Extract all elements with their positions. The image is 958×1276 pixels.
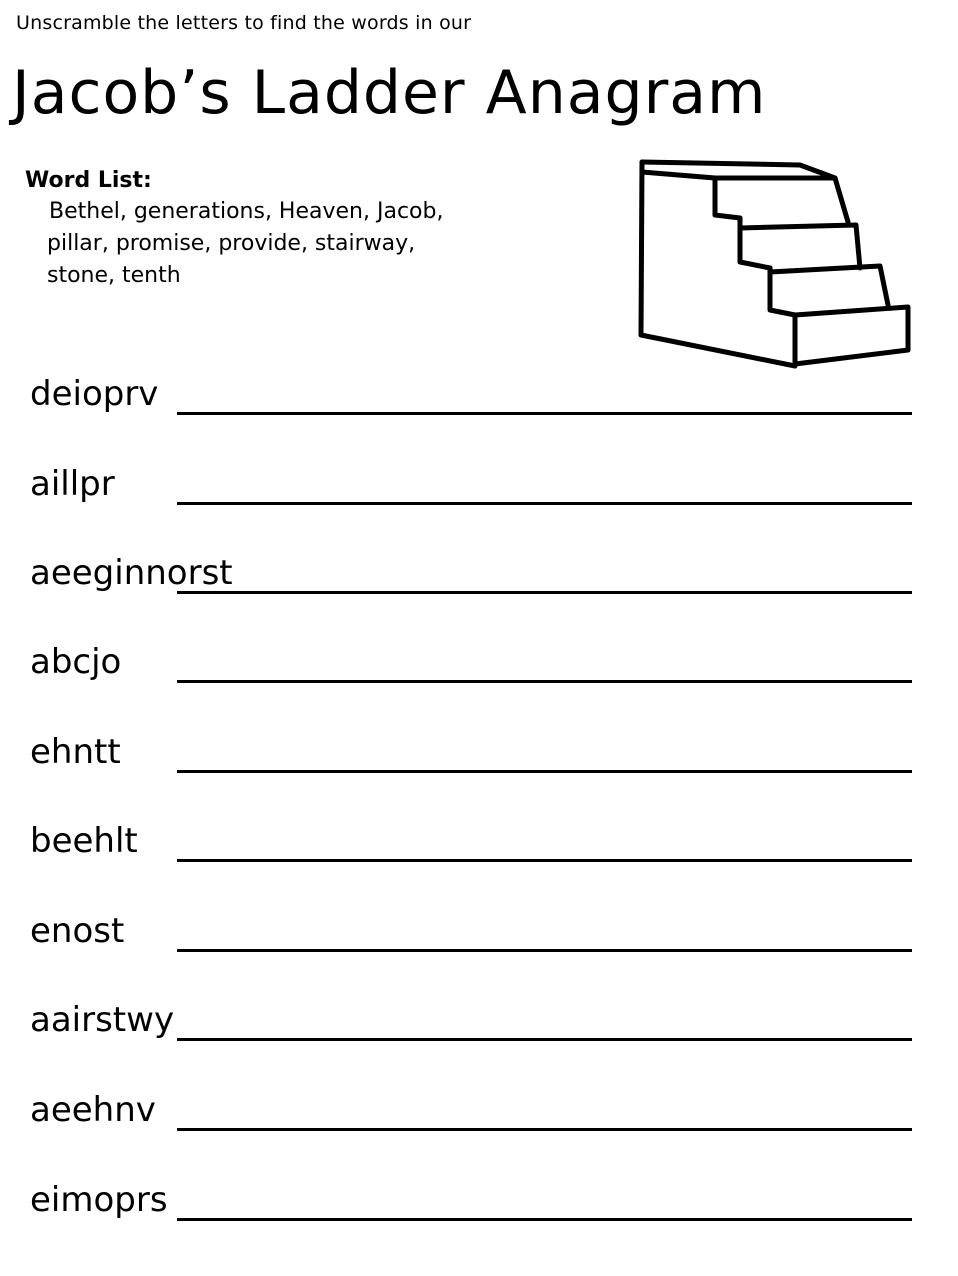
answer-line[interactable] — [177, 680, 912, 683]
scrambled-word: beehlt — [30, 821, 138, 861]
stairs-icon — [630, 150, 930, 380]
answer-line[interactable] — [177, 591, 912, 594]
anagram-row — [30, 911, 912, 971]
anagram-row — [30, 821, 912, 881]
answer-line[interactable] — [177, 1038, 912, 1041]
anagram-row — [30, 1090, 912, 1150]
scrambled-word: aairstwy — [30, 1000, 175, 1040]
scrambled-word: abcjo — [30, 642, 122, 682]
answer-line[interactable] — [177, 1128, 912, 1131]
word-list-line: Bethel, generations, Heaven, Jacob, — [49, 199, 444, 224]
scrambled-word: aillpr — [30, 464, 115, 504]
word-list-line: stone, tenth — [47, 263, 181, 288]
anagram-row — [30, 464, 912, 524]
anagram-row — [30, 553, 912, 613]
answer-line[interactable] — [177, 412, 912, 415]
anagram-row — [30, 374, 912, 434]
page-title: Jacob’s Ladder Anagram — [12, 58, 767, 128]
scrambled-word: deioprv — [30, 374, 159, 414]
scrambled-word: ehntt — [30, 732, 121, 772]
scrambled-word: aeeginnorst — [30, 553, 233, 593]
anagram-row — [30, 732, 912, 792]
word-list — [25, 166, 585, 292]
anagram-row — [30, 642, 912, 702]
anagram-row — [30, 1000, 912, 1060]
scrambled-word: enost — [30, 911, 125, 951]
answer-line[interactable] — [177, 949, 912, 952]
scrambled-word: aeehnv — [30, 1090, 156, 1130]
answer-line[interactable] — [177, 770, 912, 773]
answer-line[interactable] — [177, 1218, 912, 1221]
answer-line[interactable] — [177, 502, 912, 505]
answer-line[interactable] — [177, 859, 912, 862]
instruction-text: Unscramble the letters to find the words in our — [16, 12, 472, 34]
word-list-line: pillar, promise, provide, stairway, — [47, 231, 416, 256]
word-list-heading: Word List: — [25, 168, 152, 193]
anagram-row — [30, 1180, 912, 1240]
scrambled-word: eimoprs — [30, 1180, 168, 1220]
